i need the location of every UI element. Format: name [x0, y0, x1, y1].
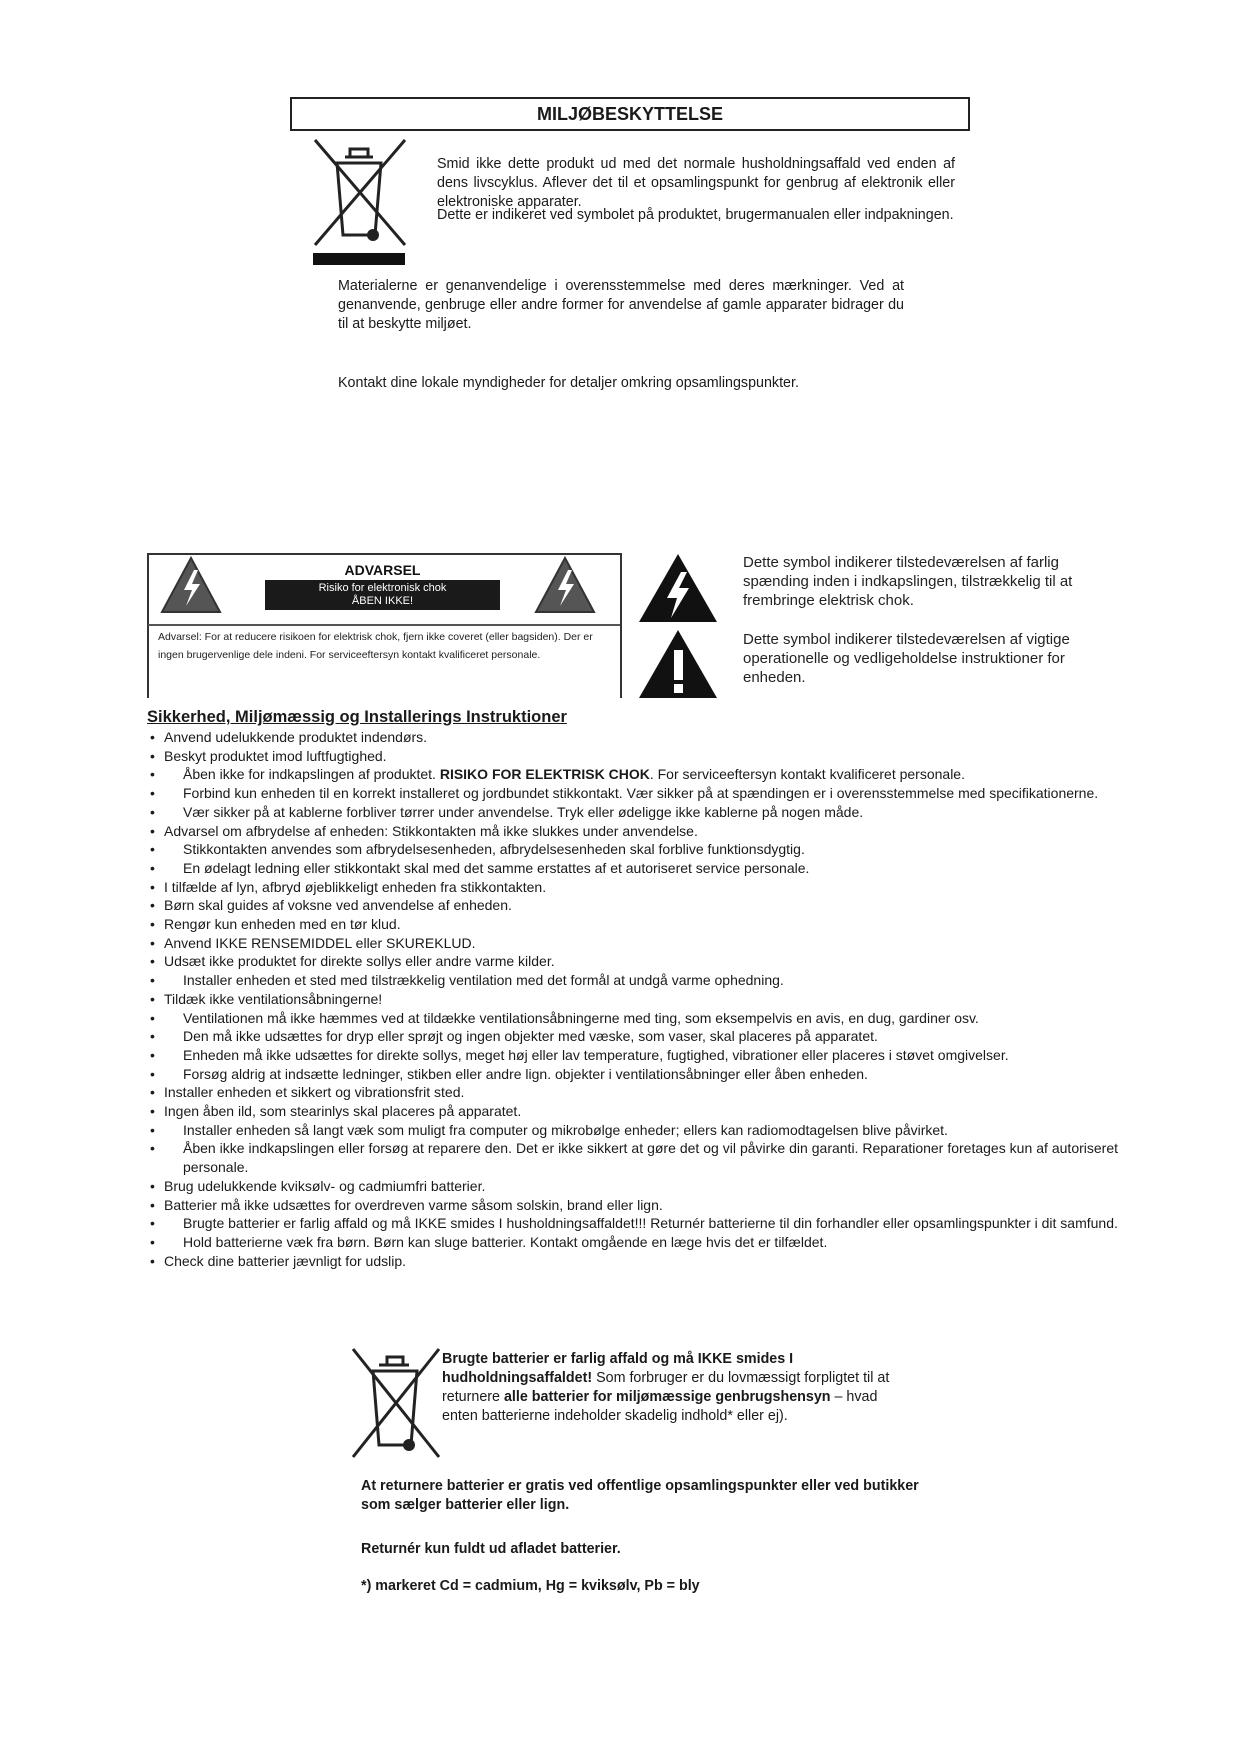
list-item: • Installer enheden et sted med tilstrækkelig ventilation med det formål at undgå varme ophedning. — [150, 971, 1118, 990]
lightning-triangle-icon — [534, 556, 596, 614]
list-item: • Advarsel om afbrydelse af enheden: Stikkontakten må ikke slukkes under anvendelse. — [150, 822, 1118, 841]
list-item: • Ventilationen må ikke hæmmes ved at tildække ventilationsåbningerne med ting, som eksempelvis en avis, en dug, gardiner osv. — [150, 1009, 1118, 1028]
battery-notice: Brugte batterier er farlig affald og må IKKE smides I hudholdningsaffaldet! Som forbruger er du lovmæssigt forpligtet til at returnere alle batterier for miljømæssige genbrugshensyn – hvad enten batterierne indeholder skadelig indhold* eller ej). — [442, 1351, 890, 1424]
list-item: • Installer enheden et sikkert og vibrationsfrit sted. — [150, 1083, 1118, 1102]
section-title: Sikkerhed, Miljømæssig og Installerings Instruktioner — [147, 708, 567, 726]
list-item: • Vær sikker på at kablerne forbliver tørrer under anvendelse. Tryk eller ødeligge ikke kablerne på nogen måde. — [150, 803, 1118, 822]
env-intro: Smid ikke dette produkt ud med det normale husholdningsaffald ved enden af dens livscyklus. Aflever det til et opsamlingspunkt for genbrug af elektronik eller elektroniske apparater. — [437, 156, 955, 210]
list-item: • Forsøg aldrig at indsætte ledninger, stikben eller andre lign. objekter i ventilationsåbninger eller åben enheden. — [150, 1065, 1118, 1084]
list-item: • Åben ikke indkapslingen eller forsøg at reparere den. Det er ikke sikkert at gøre det og vil påvirke din garanti. Reparationer foretages kun af autoriseret personale. — [150, 1139, 1118, 1176]
list-item: • Ingen åben ild, som stearinlys skal placeres på apparatet. — [150, 1102, 1118, 1121]
lightning-symbol-text: Dette symbol indikerer tilstedeværelsen af farlig spænding inden i indkapslingen, tilstrækkelig til at frembringe elektrisk chok. — [743, 554, 1073, 609]
list-item: • Brugte batterier er farlig affald og må IKKE smides I husholdningsaffaldet!!! Returnér batterierne til din forhandler eller opsamlingspunkter i dit samfund. — [150, 1214, 1118, 1233]
weee-bin-icon — [305, 135, 413, 265]
list-item: • Enheden må ikke udsættes for direkte sollys, meget høj eller lav temperature, fugtighed, vibrationer eller placeres i støvet omgivelser. — [150, 1046, 1118, 1065]
list-item: • I tilfælde af lyn, afbryd øjeblikkeligt enheden fra stikkontakten. — [150, 878, 1118, 897]
env-materials: Materialerne er genanvendelige i overensstemmelse med deres mærkninger. Ved at genanvende, genbruge eller andre former for anvendelse af gamle apparater bidrager du til at beskytte miljøet. — [338, 278, 904, 332]
warning-label — [245, 560, 520, 610]
env-contact: Kontakt dine lokale myndigheder for detaljer omkring opsamlingspunkter. — [338, 375, 799, 391]
list-item: • En ødelagt ledning eller stikkontakt skal med det samme erstattes af et autoriseret service personale. — [150, 859, 1118, 878]
list-item: • Hold batterierne væk fra børn. Børn kan sluge batterier. Kontakt omgående en læge hvis det er tilfældet. — [150, 1233, 1118, 1252]
warning-line-2: ÅBEN IKKE! — [351, 595, 414, 607]
list-item: • Udsæt ikke produktet for direkte sollys eller andre varme kilder. — [150, 952, 1118, 971]
lightning-warning-icon — [637, 552, 719, 624]
list-item: • Stikkontakten anvendes som afbrydelsesenheden, afbrydelsesenheden skal forblive funktionsdygtig. — [150, 840, 1118, 859]
list-item: • Forbind kun enheden til en korrekt installeret og jordbundet stikkontakt. Vær sikker på at spændingen er i overensstemmelse med specifikationerne. — [150, 784, 1118, 803]
env-symbol: Dette er indikeret ved symbolet på produktet, brugermanualen eller indpakningen. — [437, 207, 954, 223]
list-item: • Check dine batterier jævnligt for udslip. — [150, 1252, 1118, 1271]
instruction-list — [150, 728, 1118, 1270]
list-item: • Beskyt produktet imod luftfugtighed. — [150, 747, 1118, 766]
warning-title: ADVARSEL — [344, 562, 421, 578]
exclamation-warning-icon — [637, 628, 719, 700]
list-item: • Den må ikke udsættes for dryp eller sprøjt og ingen objekter med væske, som vaser, skal placeres på apparatet. — [150, 1027, 1118, 1046]
list-item: • Åben ikke for indkapslingen af produktet. RISIKO FOR ELEKTRISK CHOK. For serviceeftersyn kontakt kvalificeret personale. — [150, 765, 1118, 784]
list-item: • Tildæk ikke ventilationsåbningerne! — [150, 990, 1118, 1009]
page-title: MILJØBESKYTTELSE — [290, 97, 970, 131]
list-item: • Installer enheden så langt væk som muligt fra computer og mikrobølge enheder; ellers kan radiomodtagelsen blive påvirket. — [150, 1121, 1118, 1140]
list-item: • Rengør kun enheden med en tør klud. — [150, 915, 1118, 934]
list-item: • Batterier må ikke udsættes for overdreven varme såsom solskin, brand eller lign. — [150, 1196, 1118, 1215]
warning-line-1: Risiko for elektronisk chok — [318, 582, 447, 594]
battery-free-return: At returnere batterier er gratis ved offentlige opsamlingspunkter eller ved butikker som sælger batterier eller lign. — [361, 1478, 919, 1513]
list-item: • Anvend IKKE RENSEMIDDEL eller SKUREKLUD. — [150, 934, 1118, 953]
divider — [148, 624, 620, 626]
battery-discharged: Returnér kun fuldt ud afladet batterier. — [361, 1541, 621, 1557]
battery-footnote: *) markeret Cd = cadmium, Hg = kviksølv, Pb = bly — [361, 1578, 700, 1594]
list-item: • Børn skal guides af voksne ved anvendelse af enheden. — [150, 896, 1118, 915]
exclamation-symbol-text: Dette symbol indikerer tilstedeværelsen af vigtige operationelle og vedligeholdelse instruktioner for enheden. — [743, 631, 1070, 686]
lightning-triangle-icon — [160, 556, 222, 614]
battery-weee-bin-icon — [345, 1345, 445, 1465]
warning-banner — [265, 580, 500, 610]
warning-text: Advarsel: For at reducere risikoen for elektrisk chok, fjern ikke coveret (eller bagsiden). Der er ingen brugervenlige dele indeni. For serviceeftersyn kontakt kvalificeret personale. — [158, 631, 593, 661]
list-item: • Anvend udelukkende produktet indendørs. — [150, 728, 1118, 747]
list-item: • Brug udelukkende kviksølv- og cadmiumfri batterier. — [150, 1177, 1118, 1196]
